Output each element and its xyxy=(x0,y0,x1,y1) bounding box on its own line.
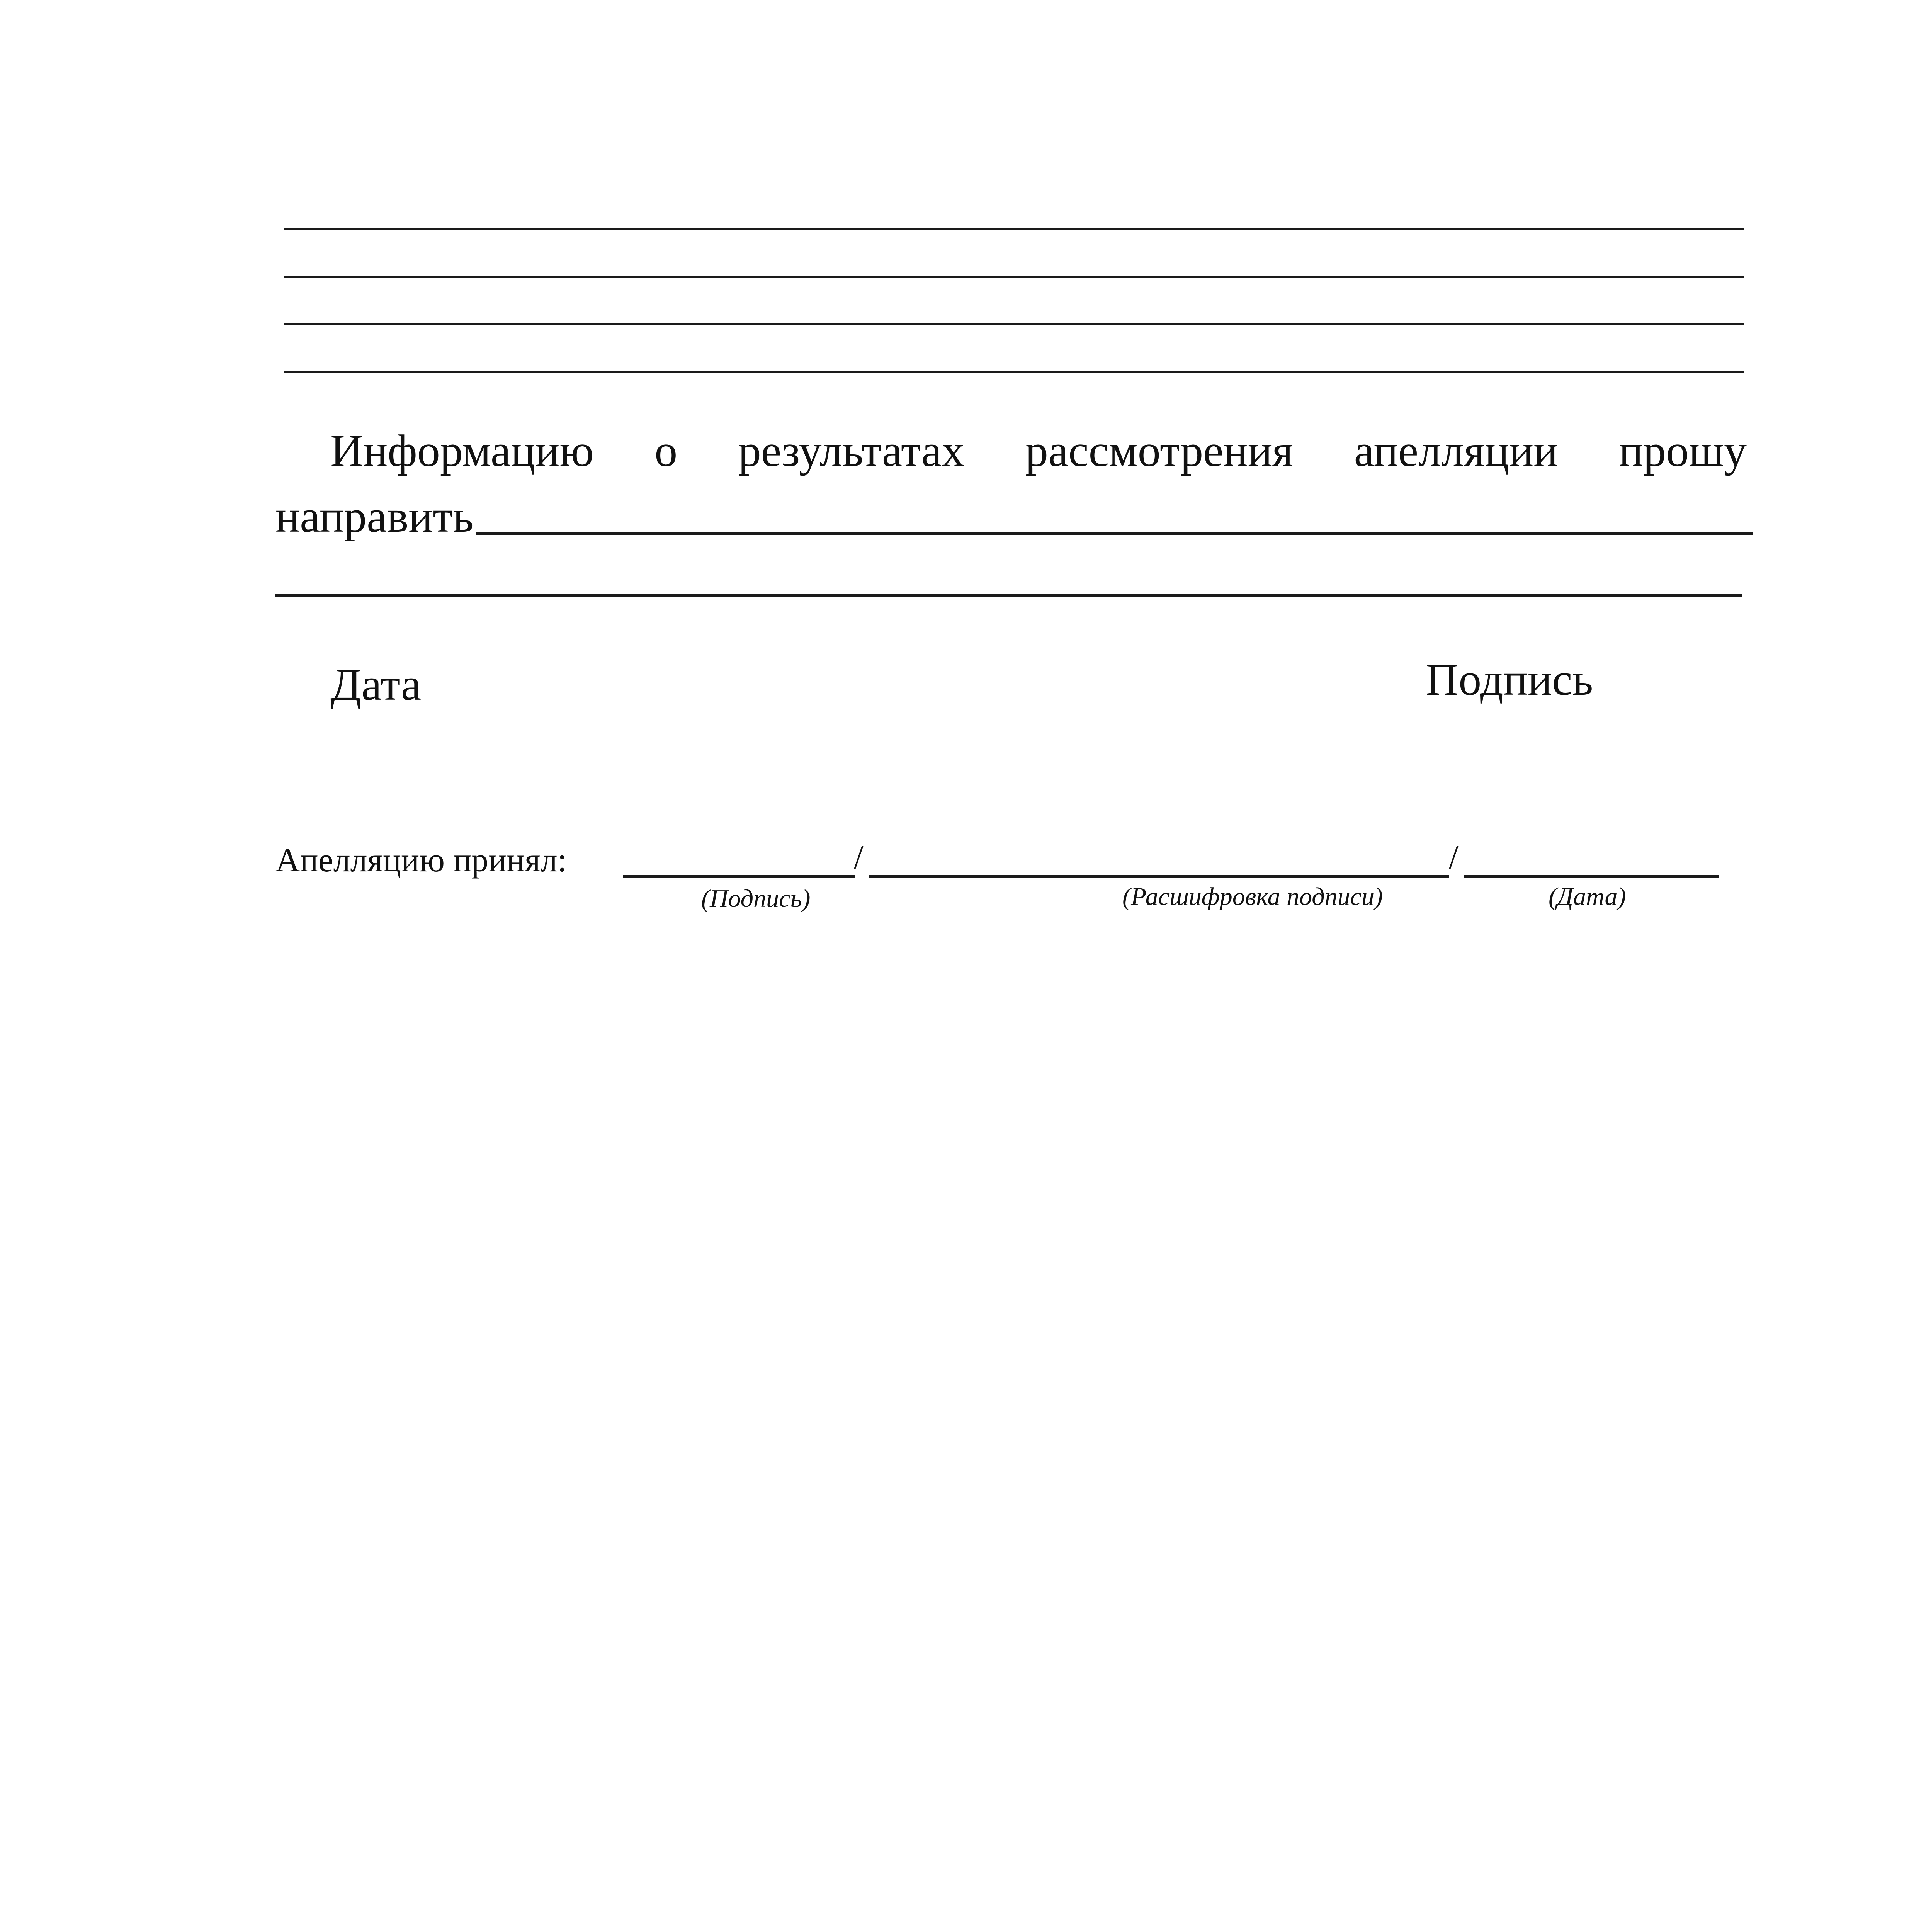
send-address-line-2 xyxy=(275,594,1742,597)
send-label: направить xyxy=(275,491,474,542)
info-word-3: результатах xyxy=(738,425,965,476)
info-word-4: рассмотрения xyxy=(1025,425,1294,476)
caption-date: (Дата) xyxy=(1549,883,1626,911)
separator-slash-1: / xyxy=(854,839,864,876)
info-word-5: апелляции xyxy=(1354,425,1558,476)
blank-line-1 xyxy=(284,228,1744,230)
info-word-6: прошу xyxy=(1618,425,1747,476)
separator-slash-2: / xyxy=(1449,839,1459,876)
accepted-signature-line xyxy=(623,875,855,878)
blank-line-4 xyxy=(284,371,1744,373)
date-label: Дата xyxy=(330,659,422,710)
info-word-2: о xyxy=(654,425,678,476)
caption-signature-decoding: (Расшифровка подписи) xyxy=(1122,883,1383,911)
blank-line-2 xyxy=(284,276,1744,278)
blank-line-3 xyxy=(284,323,1744,325)
send-address-line-1 xyxy=(476,532,1753,535)
caption-signature: (Подпись) xyxy=(701,884,811,913)
accepted-decoding-line xyxy=(869,875,1449,878)
signature-label: Подпись xyxy=(1426,654,1593,705)
info-request-line xyxy=(330,425,1747,476)
accepted-label: Апелляцию принял: xyxy=(275,842,567,879)
info-word-1: Информацию xyxy=(330,425,594,476)
accepted-date-line xyxy=(1464,875,1719,878)
